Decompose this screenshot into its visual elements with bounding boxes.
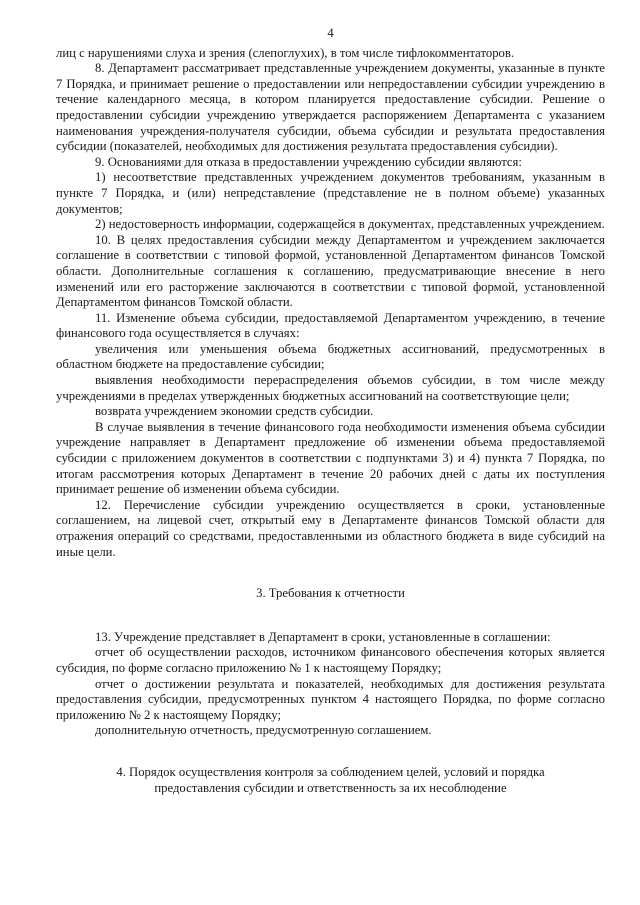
paragraph: отчет об осуществлении расходов, источником финансового обеспечения которых является субсидия, по форме согласно приложению № 1 к настоящему Порядку; <box>56 645 605 675</box>
paragraph: возврата учреждением экономии средств субсидии. <box>95 404 374 419</box>
section-heading: предоставления субсидии и ответственность за их несоблюдение <box>154 780 507 795</box>
paragraph: 2) недостоверность информации, содержащейся в документах, представленных учреждением. <box>95 217 605 232</box>
paragraph: дополнительную отчетность, предусмотренную соглашением. <box>95 723 432 738</box>
paragraph: отчет о достижении результата и показателей, необходимых для достижения результата предоставления субсидии, предусмотренных пунктом 4 настоящего Порядка, по форме согласно приложению № 2 к настоящему Порядку; <box>56 676 605 722</box>
paragraph: 12. Перечисление субсидии учреждению осуществляется в сроки, установленные соглашением, на лицевой счет, открытый ему в Департаменте финансов Томской области для отражения операций со средствами, предоставленными из областного бюджета в виде субсидий на иные цели. <box>56 497 605 559</box>
paragraph: 10. В целях предоставления субсидии между Департаментом и учреждением заключается соглашение в соответствии с типовой формой, установленной Департаментом финансов Томской области. Дополнительные соглашения к соглашению, предусматривающие внесение в него изменений или его расторжение заключаются в соответствии с типовой формой, установленной Департаментом финансов Томской области. <box>56 232 605 310</box>
paragraph: 13. Учреждение представляет в Департамент в сроки, установленные в соглашении: <box>95 629 551 644</box>
paragraph: 9. Основаниями для отказа в предоставлении учреждению субсидии являются: <box>95 154 522 169</box>
paragraph: 1) несоответствие представленных учреждением документов требованиям, указанным в пункте 7 Порядка, и (или) непредставление (представление не в полном объеме) указанных документов; <box>56 170 605 216</box>
paragraph: 8. Департамент рассматривает представленные учреждением документы, указанные в пункте 7 Порядка, и принимает решение о предоставлении или непредоставлении субсидии учреждению в течение календарного месяца, в котором планируется предоставление субсидии. Решение о предоставлении субсидии учреждению утверждается распоряжением Департамента с указанием наименования учреждения-получателя субсидии, объема субсидии и результата предоставления субсидии (показателей, необходимых для достижения результата предоставления субсидии). <box>56 61 605 154</box>
paragraph: 11. Изменение объема субсидии, предоставляемой Департаментом учреждению, в течение финансового года осуществляется в случаях: <box>56 310 605 341</box>
paragraph: выявления необходимости перераспределения объемов субсидии, в том числе между учреждениями в пределах утвержденных бюджетных ассигнований на соответствующие цели; <box>56 373 605 403</box>
page-number: 4 <box>327 26 334 40</box>
paragraph: В случае выявления в течение финансового года необходимости изменения объема субсидии учреждение направляет в Департамент предложение об изменении объема предоставляемой субсидии с приложением документов в соответствии с подпунктами 3) и 4) пункта 7 Порядка, по итогам рассмотрения которых Департамент в течение 20 рабочих дней с даты их поступления принимает решение об изменении объема субсидии. <box>56 419 605 497</box>
section-heading: 3. Требования к отчетности <box>256 586 405 601</box>
section-heading: 4. Порядок осуществления контроля за соблюдением целей, условий и порядка <box>116 764 545 779</box>
document-page <box>56 26 605 796</box>
paragraph: лиц с нарушениями слуха и зрения (слепоглухих), в том числе тифлокомментаторов. <box>56 45 515 60</box>
paragraph: увеличения или уменьшения объема бюджетных ассигнований, предусмотренных в областном бюджете на предоставление субсидии; <box>56 341 605 372</box>
